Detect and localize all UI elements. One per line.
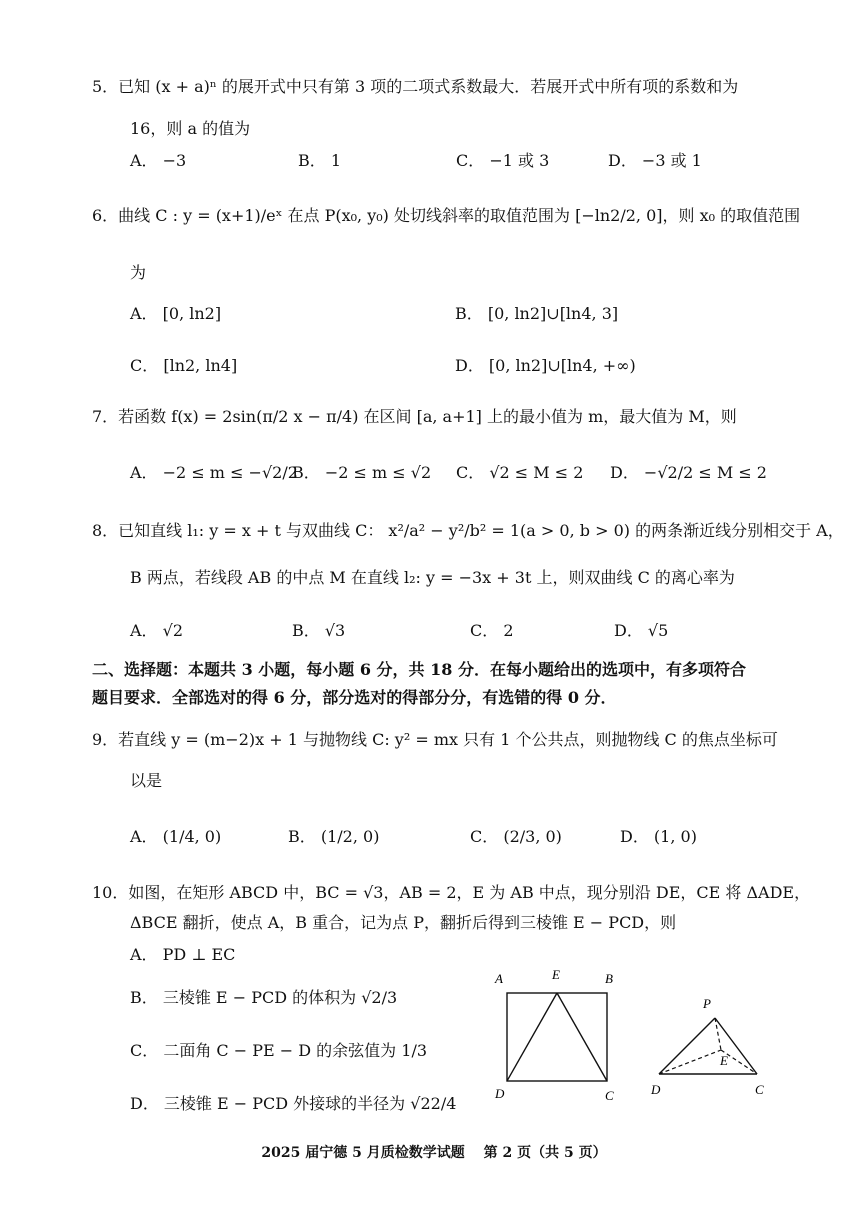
q6-stem-line-2: 为 <box>130 263 147 282</box>
rectangle-figure <box>485 965 625 1105</box>
q10-stem-line-2: ΔBCE 翻折，使点 A，B 重合，记为点 P，翻折后得到三棱锥 E − PCD，则 <box>130 913 677 932</box>
label-c: C <box>605 1088 614 1103</box>
q7-option-b: B． −2 ≤ m ≤ √2 <box>292 463 432 482</box>
q7-option-d: D． −√2/2 ≤ M ≤ 2 <box>610 463 767 482</box>
q6-option-a: A． [0, ln2] <box>130 304 222 323</box>
q6-option-c: C． [ln2, ln4] <box>130 356 238 375</box>
page-footer: 2025 届宁德 5 月质检数学试题 第 2 页（共 5 页） <box>261 1145 607 1161</box>
q5-option-d: D． −3 或 1 <box>608 151 702 170</box>
label-p: P <box>703 996 711 1011</box>
q9-stem-line-1: 9．若直线 y = (m−2)x + 1 与抛物线 C: y² = mx 只有 1 个公共点，则抛物线 C 的焦点坐标可 <box>92 730 778 749</box>
q5-stem-line-2: 16，则 a 的值为 <box>130 119 251 138</box>
q8-option-c: C． 2 <box>470 621 514 640</box>
q9-stem-line-2: 以是 <box>130 771 163 790</box>
q5-stem-line-1: 5．已知 (x + a)ⁿ 的展开式中只有第 3 项的二项式系数最大．若展开式中所有项的系数和为 <box>92 77 739 96</box>
q5-option-a: A． −3 <box>130 151 187 170</box>
q6-option-d: D． [0, ln2]∪[ln4, +∞) <box>455 356 636 375</box>
segment-ed <box>507 993 557 1081</box>
label-d: D <box>495 1086 505 1101</box>
label-a: A <box>495 971 503 986</box>
tetrahedron-figure <box>645 990 785 1105</box>
q6-stem-line-1: 6．曲线 C : y = (x+1)/eˣ 在点 P(x₀, y₀) 处切线斜率的取值范围为 [−ln2/2, 0]，则 x₀ 的取值范围 <box>92 206 801 225</box>
segment-ec <box>557 993 607 1081</box>
q10-option-c: C． 二面角 C − PE − D 的余弦值为 1/3 <box>130 1041 428 1060</box>
q7-option-a: A． −2 ≤ m ≤ −√2/2 <box>130 463 298 482</box>
edge-pd <box>659 1018 715 1074</box>
q8-option-b: B． √3 <box>292 621 346 640</box>
q7-stem-line-1: 7．若函数 f(x) = 2sin(π/2 x − π/4) 在区间 [a, a+1] 上的最小值为 m，最大值为 M，则 <box>92 407 737 426</box>
label-b: B <box>605 971 613 986</box>
label-e2: E <box>720 1053 728 1068</box>
label-e: E <box>552 967 560 982</box>
q8-option-a: A． √2 <box>130 621 184 640</box>
section2-line-2: 题目要求．全部选对的得 6 分，部分选对的得部分分，有选错的得 0 分． <box>92 688 617 707</box>
q9-option-b: B． (1/2, 0) <box>288 827 380 846</box>
q9-option-a: A． (1/4, 0) <box>130 827 222 846</box>
q5-option-b: B． 1 <box>298 151 342 170</box>
q7-option-c: C． √2 ≤ M ≤ 2 <box>456 463 584 482</box>
q8-stem-line-1: 8．已知直线 l₁: y = x + t 与双曲线 C： x²/a² − y²/b² = 1(a > 0, b > 0) 的两条渐近线分别相交于 A， <box>92 521 844 540</box>
edge-de <box>659 1050 721 1074</box>
q9-option-c: C． (2/3, 0) <box>470 827 562 846</box>
label-c2: C <box>755 1082 764 1097</box>
q6-option-b: B． [0, ln2]∪[ln4, 3] <box>455 304 619 323</box>
label-d2: D <box>651 1082 661 1097</box>
q8-option-d: D． √5 <box>614 621 669 640</box>
q5-option-c: C． −1 或 3 <box>456 151 550 170</box>
section2-line-1: 二、选择题：本题共 3 小题，每小题 6 分，共 18 分．在每小题给出的选项中，有多项符合 <box>92 660 746 679</box>
q8-stem-line-2: B 两点，若线段 AB 的中点 M 在直线 l₂: y = −3x + 3t 上，则双曲线 C 的离心率为 <box>130 568 735 587</box>
rectangle-abcd <box>507 993 607 1081</box>
q10-option-a: A． PD ⊥ EC <box>130 945 236 964</box>
q10-option-b: B． 三棱锥 E − PCD 的体积为 √2/3 <box>130 988 398 1007</box>
q9-option-d: D． (1, 0) <box>620 827 697 846</box>
q10-option-d: D． 三棱锥 E − PCD 外接球的半径为 √22/4 <box>130 1094 457 1113</box>
q10-stem-line-1: 10．如图，在矩形 ABCD 中，BC = √3，AB = 2，E 为 AB 中点，现分别沿 DE，CE 将 ΔADE， <box>92 883 811 902</box>
